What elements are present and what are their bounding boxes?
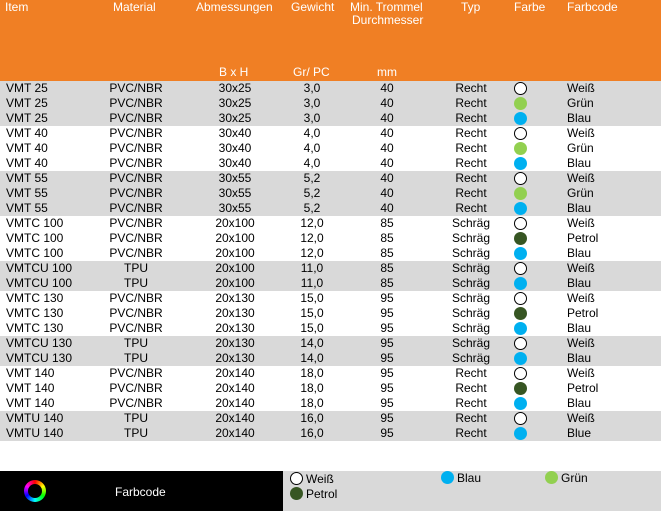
color-dot-blau — [514, 202, 527, 215]
cell-material: PVC/NBR — [109, 186, 163, 200]
cell-drum-diameter: 40 — [380, 96, 394, 110]
legend-dot-weiss — [290, 472, 303, 485]
table-row — [0, 111, 661, 126]
cell-dimensions: 20x100 — [215, 261, 255, 275]
table-row — [0, 306, 661, 321]
cell-type: Schräg — [451, 246, 491, 260]
cell-material: TPU — [124, 261, 148, 275]
cell-item: VMT 140 — [6, 396, 55, 410]
color-dot-petrol — [514, 232, 527, 245]
legend-dot-gruen — [545, 471, 558, 484]
cell-type: Recht — [455, 156, 487, 170]
cell-dimensions: 20x140 — [215, 411, 255, 425]
cell-item: VMT 40 — [6, 126, 48, 140]
header-unit-drum: mm — [377, 65, 397, 79]
cell-dimensions: 30x55 — [218, 186, 252, 200]
cell-drum-diameter: 95 — [380, 336, 394, 350]
table-row — [0, 366, 661, 381]
table-row — [0, 396, 661, 411]
color-dot-blau — [514, 427, 527, 440]
header-colorcode: Farbcode — [567, 0, 618, 14]
cell-drum-diameter: 40 — [380, 111, 394, 125]
header-type: Typ — [461, 0, 481, 14]
cell-material: TPU — [124, 351, 148, 365]
cell-item: VMT 40 — [6, 156, 48, 170]
cell-colorcode: Blau — [567, 396, 592, 410]
cell-colorcode: Blau — [567, 321, 592, 335]
cell-type: Recht — [455, 396, 487, 410]
cell-weight: 18,0 — [300, 366, 324, 380]
table-row — [0, 231, 661, 246]
cell-drum-diameter: 40 — [380, 156, 394, 170]
color-dot-weiss — [514, 127, 527, 140]
cell-dimensions: 20x140 — [215, 426, 255, 440]
cell-dimensions: 30x40 — [218, 156, 252, 170]
cell-material: PVC/NBR — [109, 396, 163, 410]
cell-weight: 11,0 — [300, 276, 324, 290]
cell-drum-diameter: 95 — [380, 351, 394, 365]
legend-label-weiss: Weiß — [306, 472, 334, 486]
cell-colorcode: Grün — [567, 96, 594, 110]
color-dot-blau — [514, 112, 527, 125]
table-row — [0, 216, 661, 231]
cell-material: PVC/NBR — [109, 141, 163, 155]
cell-material: PVC/NBR — [109, 171, 163, 185]
cell-weight: 18,0 — [300, 396, 324, 410]
cell-dimensions: 20x100 — [215, 231, 255, 245]
cell-colorcode: Blau — [567, 156, 592, 170]
header-material: Material — [113, 0, 156, 14]
table-row — [0, 246, 661, 261]
cell-material: PVC/NBR — [109, 111, 163, 125]
cell-weight: 14,0 — [300, 351, 324, 365]
cell-colorcode: Blau — [567, 201, 592, 215]
color-dot-petrol — [514, 382, 527, 395]
table-row — [0, 96, 661, 111]
cell-type: Recht — [455, 141, 487, 155]
cell-drum-diameter: 85 — [380, 246, 394, 260]
cell-colorcode: Weiß — [567, 411, 595, 425]
cell-type: Schräg — [451, 351, 491, 365]
cell-weight: 4,0 — [303, 141, 321, 155]
cell-type: Recht — [455, 426, 487, 440]
cell-material: PVC/NBR — [109, 291, 163, 305]
cell-item: VMT 55 — [6, 186, 48, 200]
color-dot-blau — [514, 277, 527, 290]
cell-dimensions: 20x100 — [215, 216, 255, 230]
color-dot-weiss — [514, 262, 527, 275]
color-dot-petrol — [514, 307, 527, 320]
cell-type: Recht — [455, 96, 487, 110]
cell-type: Schräg — [451, 321, 491, 335]
cell-drum-diameter: 40 — [380, 126, 394, 140]
cell-weight: 15,0 — [300, 291, 324, 305]
color-dot-blau — [514, 322, 527, 335]
color-dot-blau — [514, 397, 527, 410]
cell-dimensions: 30x40 — [218, 141, 252, 155]
cell-type: Recht — [455, 201, 487, 215]
cell-drum-diameter: 95 — [380, 291, 394, 305]
cell-colorcode: Weiß — [567, 171, 595, 185]
cell-dimensions: 20x100 — [215, 246, 255, 260]
cell-dimensions: 20x140 — [215, 366, 255, 380]
cell-material: PVC/NBR — [109, 126, 163, 140]
cell-dimensions: 20x140 — [215, 381, 255, 395]
color-wheel-icon — [24, 480, 46, 502]
color-dot-weiss — [514, 82, 527, 95]
cell-weight: 18,0 — [300, 381, 324, 395]
cell-colorcode: Blau — [567, 111, 592, 125]
cell-item: VMT 55 — [6, 201, 48, 215]
cell-colorcode: Blau — [567, 351, 592, 365]
cell-item: VMTC 130 — [6, 291, 64, 305]
legend-panel — [283, 471, 661, 511]
cell-drum-diameter: 95 — [380, 366, 394, 380]
cell-material: PVC/NBR — [109, 366, 163, 380]
table-row — [0, 201, 661, 216]
cell-drum-diameter: 85 — [380, 261, 394, 275]
table-row — [0, 156, 661, 171]
color-dot-weiss — [514, 412, 527, 425]
cell-item: VMTCU 100 — [6, 261, 73, 275]
cell-item: VMTC 130 — [6, 321, 64, 335]
cell-dimensions: 20x130 — [215, 291, 255, 305]
color-dot-gruen — [514, 142, 527, 155]
cell-type: Schräg — [451, 276, 491, 290]
cell-dimensions: 30x25 — [218, 96, 252, 110]
cell-type: Schräg — [451, 216, 491, 230]
color-dot-weiss — [514, 292, 527, 305]
header-item: Item — [5, 0, 29, 14]
cell-colorcode: Petrol — [567, 381, 599, 395]
header-unit-dimensions: B x H — [219, 65, 249, 79]
legend-dot-blau — [441, 471, 454, 484]
table-row — [0, 81, 661, 96]
cell-drum-diameter: 95 — [380, 411, 394, 425]
legend-label-gruen: Grün — [561, 471, 588, 485]
cell-colorcode: Petrol — [567, 231, 599, 245]
cell-drum-diameter: 95 — [380, 426, 394, 440]
color-dot-blau — [514, 247, 527, 260]
cell-weight: 12,0 — [300, 246, 324, 260]
cell-drum-diameter: 85 — [380, 276, 394, 290]
cell-type: Recht — [455, 171, 487, 185]
cell-dimensions: 20x130 — [215, 336, 255, 350]
cell-type: Schräg — [451, 291, 491, 305]
cell-material: PVC/NBR — [109, 321, 163, 335]
cell-material: PVC/NBR — [109, 81, 163, 95]
table-row — [0, 171, 661, 186]
cell-material: PVC/NBR — [109, 96, 163, 110]
cell-item: VMT 25 — [6, 111, 48, 125]
color-dot-blau — [514, 157, 527, 170]
cell-weight: 15,0 — [300, 321, 324, 335]
cell-item: VMT 140 — [6, 381, 55, 395]
legend-title: Farbcode — [115, 485, 166, 499]
cell-item: VMTC 100 — [6, 216, 64, 230]
cell-type: Schräg — [451, 306, 491, 320]
header-unit-weight: Gr/ PC — [293, 65, 330, 79]
legend-blau — [441, 471, 481, 485]
cell-material: PVC/NBR — [109, 306, 163, 320]
cell-dimensions: 20x130 — [215, 351, 255, 365]
cell-weight: 16,0 — [300, 426, 324, 440]
cell-drum-diameter: 40 — [380, 171, 394, 185]
cell-item: VMT 40 — [6, 141, 48, 155]
cell-type: Recht — [455, 126, 487, 140]
legend-label-blau: Blau — [457, 471, 482, 485]
cell-dimensions: 30x55 — [218, 171, 252, 185]
cell-colorcode: Weiß — [567, 336, 595, 350]
cell-drum-diameter: 95 — [380, 321, 394, 335]
table-row — [0, 321, 661, 336]
cell-colorcode: Weiß — [567, 291, 595, 305]
cell-type: Recht — [455, 111, 487, 125]
cell-item: VMTC 100 — [6, 246, 64, 260]
cell-colorcode: Weiß — [567, 126, 595, 140]
cell-material: TPU — [124, 426, 148, 440]
cell-type: Schräg — [451, 336, 491, 350]
cell-material: TPU — [124, 411, 148, 425]
header-drum-line2: Durchmesser — [352, 13, 424, 27]
cell-colorcode: Blau — [567, 246, 592, 260]
cell-colorcode: Blau — [567, 276, 592, 290]
cell-drum-diameter: 95 — [380, 306, 394, 320]
cell-colorcode: Blue — [567, 426, 592, 440]
cell-item: VMTC 100 — [6, 231, 64, 245]
cell-material: PVC/NBR — [109, 246, 163, 260]
legend-weiss — [290, 472, 334, 486]
cell-drum-diameter: 95 — [380, 396, 394, 410]
cell-material: PVC/NBR — [109, 156, 163, 170]
cell-item: VMTU 140 — [6, 411, 64, 425]
cell-weight: 4,0 — [303, 156, 321, 170]
table-body — [0, 81, 661, 441]
table-row — [0, 411, 661, 426]
cell-dimensions: 30x25 — [218, 111, 252, 125]
color-dot-gruen — [514, 187, 527, 200]
cell-item: VMTC 130 — [6, 306, 64, 320]
legend-gruen — [545, 471, 588, 485]
cell-drum-diameter: 40 — [380, 201, 394, 215]
cell-type: Recht — [455, 81, 487, 95]
legend-petrol — [290, 487, 337, 501]
cell-material: PVC/NBR — [109, 231, 163, 245]
cell-weight: 11,0 — [300, 261, 324, 275]
table-row — [0, 126, 661, 141]
cell-colorcode: Weiß — [567, 216, 595, 230]
cell-item: VMTCU 130 — [6, 351, 73, 365]
cell-type: Schräg — [451, 261, 491, 275]
table-row — [0, 426, 661, 441]
cell-dimensions: 20x130 — [215, 321, 255, 335]
header-color: Farbe — [514, 0, 546, 14]
cell-item: VMTCU 130 — [6, 336, 73, 350]
table-header — [0, 0, 661, 81]
cell-colorcode: Weiß — [567, 81, 595, 95]
cell-drum-diameter: 40 — [380, 141, 394, 155]
cell-weight: 3,0 — [303, 96, 321, 110]
table-row — [0, 261, 661, 276]
color-dot-weiss — [514, 172, 527, 185]
color-dot-weiss — [514, 217, 527, 230]
cell-weight: 5,2 — [303, 186, 321, 200]
color-dot-blau — [514, 352, 527, 365]
cell-material: PVC/NBR — [109, 216, 163, 230]
table-row — [0, 336, 661, 351]
cell-item: VMT 140 — [6, 366, 55, 380]
header-drum-line1: Min. Trommel — [350, 0, 423, 14]
cell-type: Recht — [455, 411, 487, 425]
cell-type: Recht — [455, 186, 487, 200]
cell-weight: 3,0 — [303, 81, 321, 95]
cell-dimensions: 30x40 — [218, 126, 252, 140]
cell-material: PVC/NBR — [109, 381, 163, 395]
color-dot-gruen — [514, 97, 527, 110]
cell-item: VMT 25 — [6, 81, 48, 95]
header-dimensions: Abmessungen — [196, 0, 273, 14]
cell-drum-diameter: 95 — [380, 381, 394, 395]
table-row — [0, 141, 661, 156]
cell-item: VMT 25 — [6, 96, 48, 110]
cell-weight: 12,0 — [300, 216, 324, 230]
cell-dimensions: 20x130 — [215, 306, 255, 320]
table-row — [0, 351, 661, 366]
cell-weight: 16,0 — [300, 411, 324, 425]
cell-drum-diameter: 40 — [380, 186, 394, 200]
cell-dimensions: 30x55 — [218, 201, 252, 215]
color-dot-weiss — [514, 337, 527, 350]
cell-colorcode: Weiß — [567, 261, 595, 275]
cell-dimensions: 20x140 — [215, 396, 255, 410]
color-dot-weiss — [514, 367, 527, 380]
cell-dimensions: 20x100 — [215, 276, 255, 290]
cell-weight: 4,0 — [303, 126, 321, 140]
cell-item: VMTCU 100 — [6, 276, 73, 290]
cell-weight: 5,2 — [303, 171, 321, 185]
cell-weight: 5,2 — [303, 201, 321, 215]
legend-dot-petrol — [290, 487, 303, 500]
cell-colorcode: Grün — [567, 141, 594, 155]
cell-type: Recht — [455, 366, 487, 380]
cell-drum-diameter: 40 — [380, 81, 394, 95]
cell-material: TPU — [124, 276, 148, 290]
cell-drum-diameter: 85 — [380, 231, 394, 245]
cell-weight: 12,0 — [300, 231, 324, 245]
cell-colorcode: Weiß — [567, 366, 595, 380]
cell-type: Schräg — [451, 231, 491, 245]
header-weight: Gewicht — [291, 0, 335, 14]
table-row — [0, 381, 661, 396]
cell-material: TPU — [124, 336, 148, 350]
cell-dimensions: 30x25 — [218, 81, 252, 95]
cell-drum-diameter: 85 — [380, 216, 394, 230]
cell-item: VMTU 140 — [6, 426, 64, 440]
table-row — [0, 291, 661, 306]
cell-weight: 14,0 — [300, 336, 324, 350]
table-row — [0, 276, 661, 291]
table-row — [0, 186, 661, 201]
cell-colorcode: Petrol — [567, 306, 599, 320]
cell-material: PVC/NBR — [109, 201, 163, 215]
cell-weight: 15,0 — [300, 306, 324, 320]
cell-colorcode: Grün — [567, 186, 594, 200]
cell-item: VMT 55 — [6, 171, 48, 185]
legend-title-panel — [0, 471, 283, 511]
legend-label-petrol: Petrol — [306, 487, 338, 501]
cell-type: Recht — [455, 381, 487, 395]
cell-weight: 3,0 — [303, 111, 321, 125]
